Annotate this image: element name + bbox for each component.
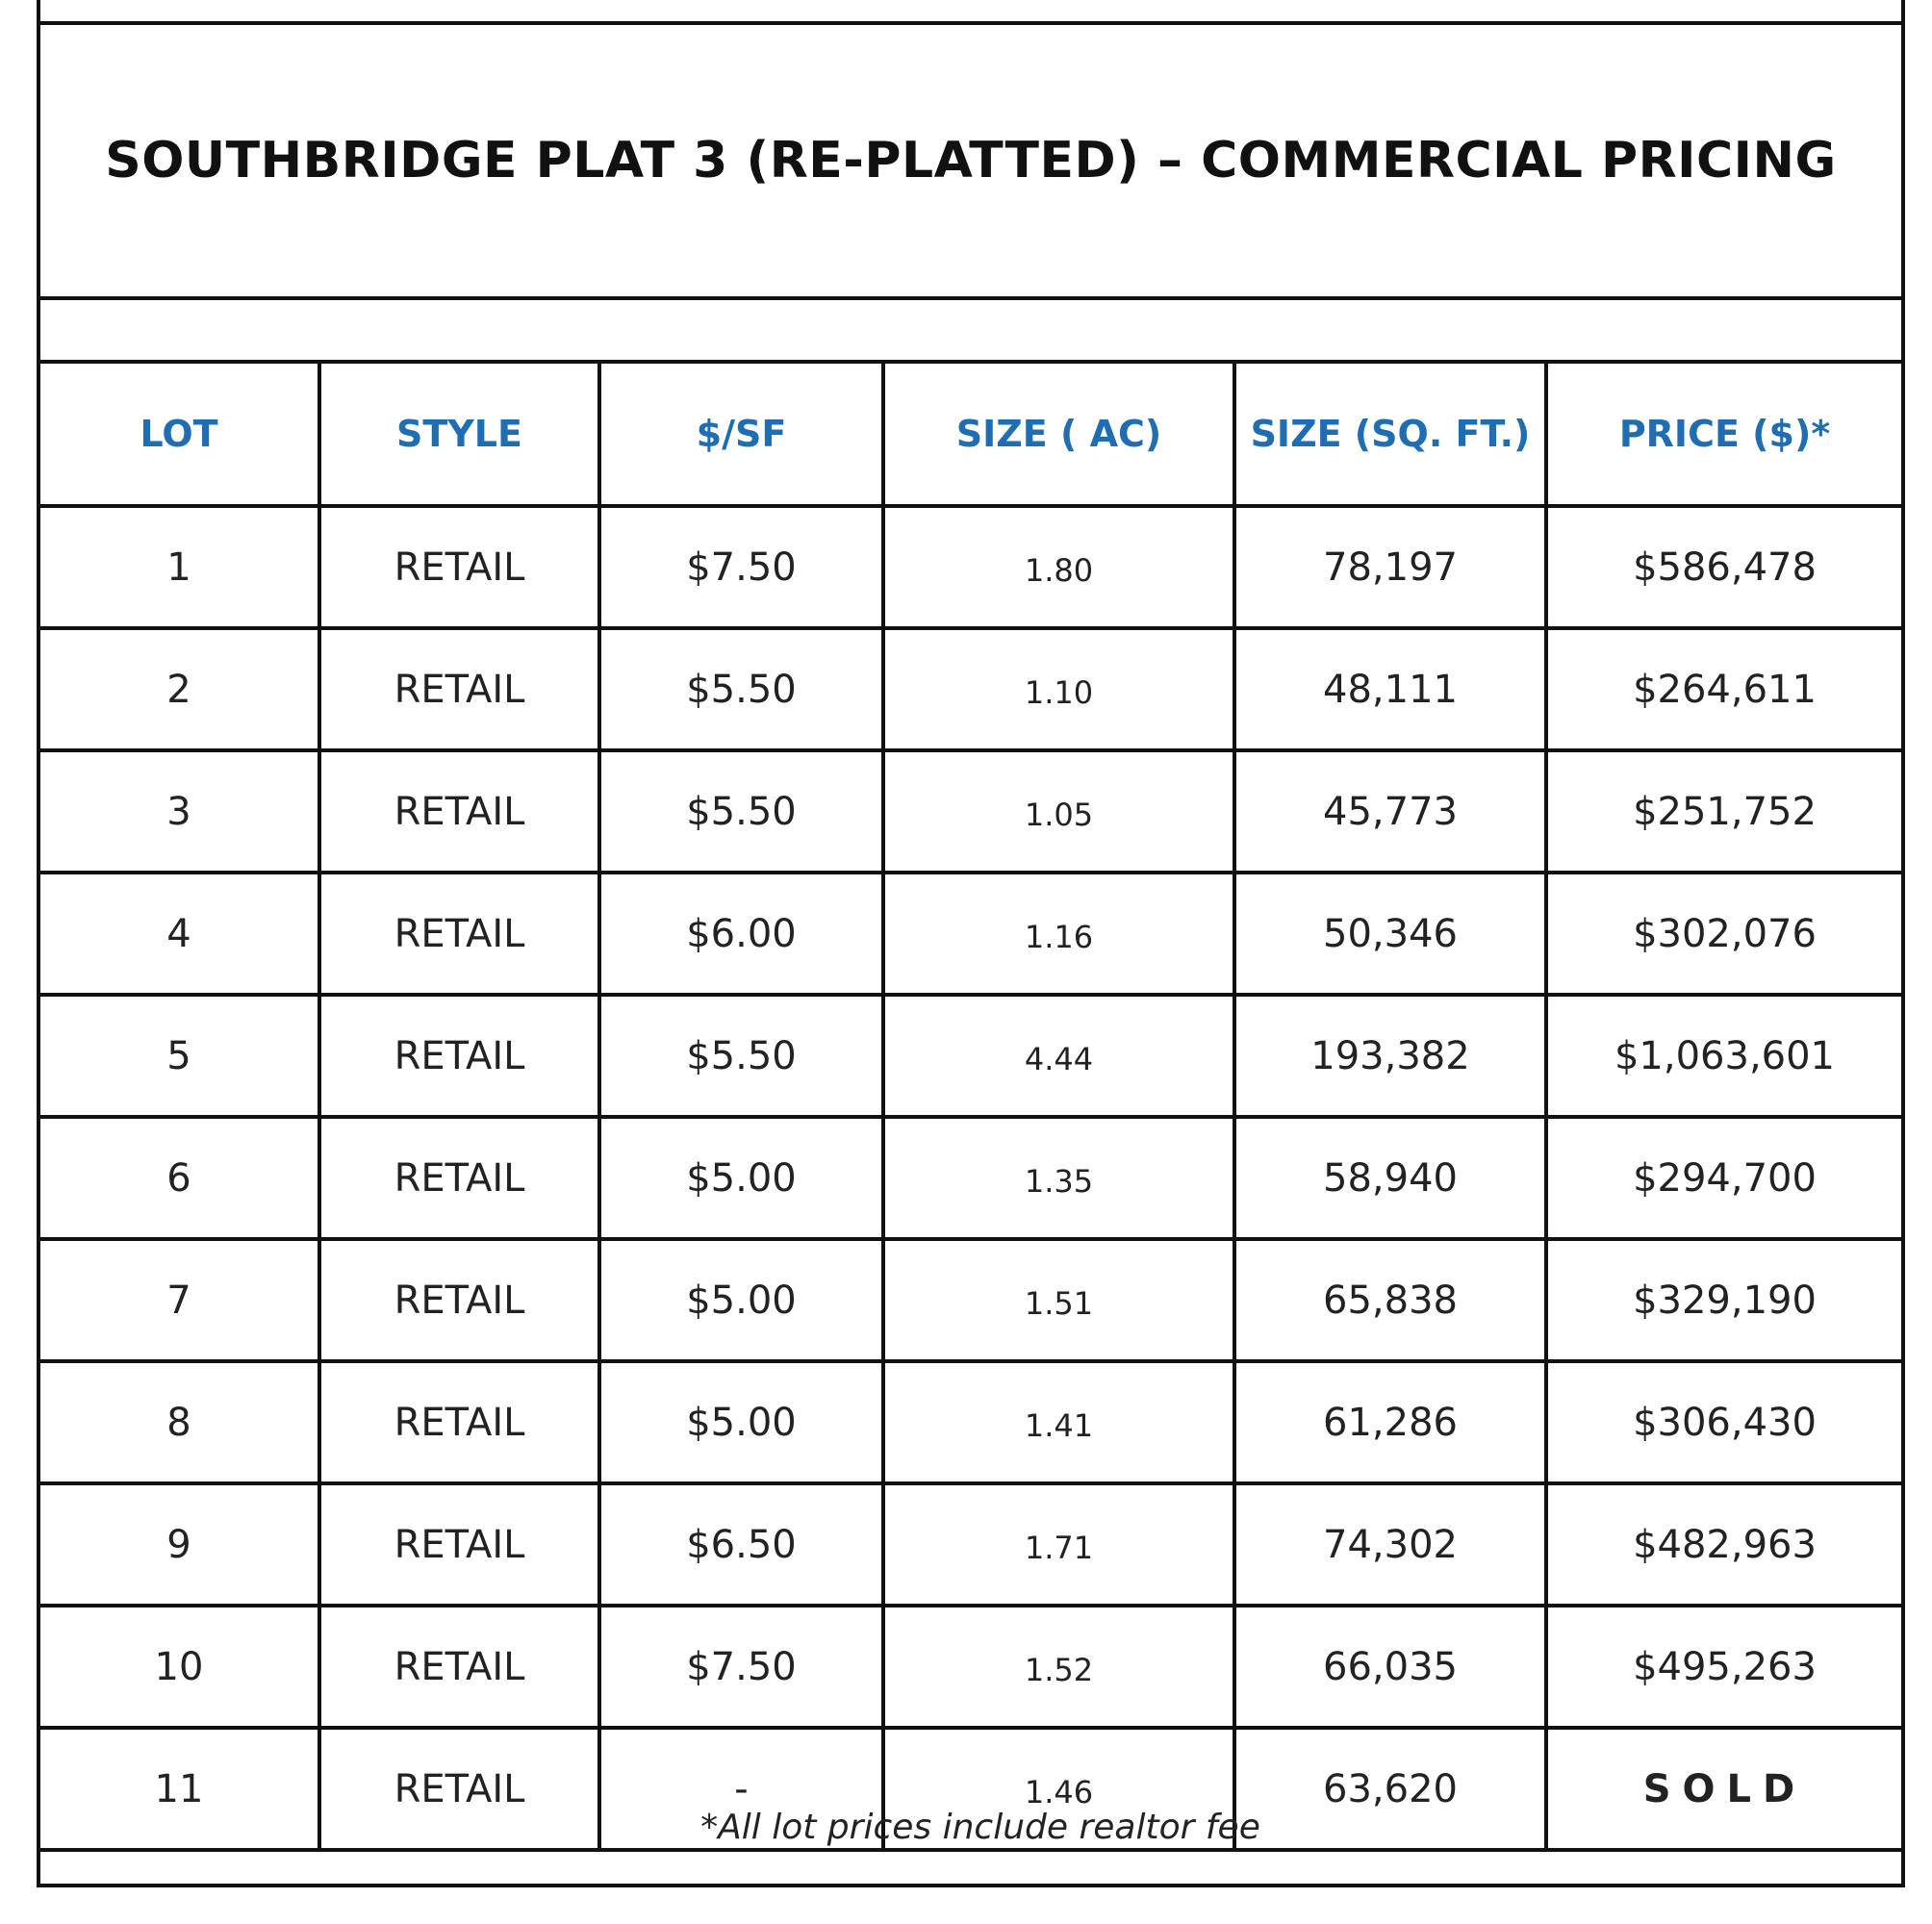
cell-lot: 7 — [40, 1239, 319, 1361]
column-header-price-per-sf: $/SF — [599, 364, 883, 506]
cell-price: $482,963 — [1546, 1483, 1901, 1606]
table-row — [40, 506, 1901, 628]
column-header-style: STYLE — [319, 364, 599, 506]
column-header-size-sqft: SIZE (SQ. FT.) — [1234, 364, 1546, 506]
table-row — [40, 995, 1901, 1117]
cell-size-acres: 1.51 — [883, 1239, 1234, 1361]
table-row — [40, 1606, 1901, 1728]
cell-style: RETAIL — [319, 628, 599, 750]
table-row — [40, 1239, 1901, 1361]
cell-size-sqft: 61,286 — [1234, 1361, 1546, 1483]
cell-size-sqft: 65,838 — [1234, 1239, 1546, 1361]
cell-size-acres: 1.41 — [883, 1361, 1234, 1483]
cell-size-sqft: 66,035 — [1234, 1606, 1546, 1728]
cell-price: $329,190 — [1546, 1239, 1901, 1361]
pricing-table — [40, 364, 1901, 1852]
header-row — [40, 364, 1901, 506]
table-row — [40, 1361, 1901, 1483]
cell-size-acres: 1.71 — [883, 1483, 1234, 1606]
cell-style: RETAIL — [319, 750, 599, 873]
cell-style: RETAIL — [319, 873, 599, 995]
cell-style: RETAIL — [319, 1606, 599, 1728]
cell-lot: 9 — [40, 1483, 319, 1606]
cell-price-per-sf: - — [599, 1728, 883, 1850]
footnote-band — [40, 1770, 1901, 1884]
spacer-band — [40, 300, 1901, 364]
cell-size-sqft: 50,346 — [1234, 873, 1546, 995]
cell-lot: 6 — [40, 1117, 319, 1239]
table-row — [40, 628, 1901, 750]
table-body — [40, 506, 1901, 1850]
cell-price-per-sf: $7.50 — [599, 1606, 883, 1728]
cell-size-sqft: 78,197 — [1234, 506, 1546, 628]
table-row — [40, 873, 1901, 995]
cell-price-per-sf: $5.00 — [599, 1361, 883, 1483]
cell-style: RETAIL — [319, 995, 599, 1117]
cell-size-acres: 4.44 — [883, 995, 1234, 1117]
title-band — [40, 25, 1901, 300]
cell-lot: 11 — [40, 1728, 319, 1850]
cell-price-per-sf: $5.50 — [599, 995, 883, 1117]
table-row — [40, 750, 1901, 873]
cell-size-sqft: 45,773 — [1234, 750, 1546, 873]
cell-size-sqft: 48,111 — [1234, 628, 1546, 750]
cell-size-sqft: 63,620 — [1234, 1728, 1546, 1850]
cell-size-sqft: 193,382 — [1234, 995, 1546, 1117]
table-row — [40, 1117, 1901, 1239]
cell-price-per-sf: $5.50 — [599, 628, 883, 750]
cell-price-per-sf: $5.50 — [599, 750, 883, 873]
cell-size-acres: 1.80 — [883, 506, 1234, 628]
cell-lot: 1 — [40, 506, 319, 628]
column-header-size-acres: SIZE ( AC) — [883, 364, 1234, 506]
pricing-sheet — [37, 0, 1905, 1887]
cell-price: $251,752 — [1546, 750, 1901, 873]
cell-size-sqft: 58,940 — [1234, 1117, 1546, 1239]
cell-size-acres: 1.46 — [883, 1728, 1234, 1850]
cell-lot: 3 — [40, 750, 319, 873]
cell-size-acres: 1.10 — [883, 628, 1234, 750]
cell-price-per-sf: $6.50 — [599, 1483, 883, 1606]
cell-lot: 8 — [40, 1361, 319, 1483]
cell-price-per-sf: $7.50 — [599, 506, 883, 628]
column-header-lot: LOT — [40, 364, 319, 506]
cell-size-acres: 1.05 — [883, 750, 1234, 873]
footnote: *All lot prices include realtor fee — [700, 1807, 1260, 1847]
cell-lot: 10 — [40, 1606, 319, 1728]
column-header-price: PRICE ($)* — [1546, 364, 1901, 506]
cell-price-per-sf: $5.00 — [599, 1117, 883, 1239]
cell-price: $306,430 — [1546, 1361, 1901, 1483]
cell-size-acres: 1.35 — [883, 1117, 1234, 1239]
cell-price: $1,063,601 — [1546, 995, 1901, 1117]
page-title: SOUTHBRIDGE PLAT 3 (RE-PLATTED) – COMMERCIAL PRICING — [105, 132, 1837, 190]
cell-price-per-sf: $6.00 — [599, 873, 883, 995]
cell-price: $495,263 — [1546, 1606, 1901, 1728]
cell-price: $294,700 — [1546, 1117, 1901, 1239]
cell-price-per-sf: $5.00 — [599, 1239, 883, 1361]
cell-lot: 2 — [40, 628, 319, 750]
cell-size-sqft: 74,302 — [1234, 1483, 1546, 1606]
cell-style: RETAIL — [319, 1117, 599, 1239]
table-row — [40, 1483, 1901, 1606]
cell-price: $264,611 — [1546, 628, 1901, 750]
cell-size-acres: 1.52 — [883, 1606, 1234, 1728]
cell-price: $586,478 — [1546, 506, 1901, 628]
cell-style: RETAIL — [319, 1483, 599, 1606]
cell-style: RETAIL — [319, 1239, 599, 1361]
sold-status: SOLD — [1546, 1728, 1901, 1850]
cell-price: $302,076 — [1546, 873, 1901, 995]
cell-style: RETAIL — [319, 1728, 599, 1850]
cell-style: RETAIL — [319, 1361, 599, 1483]
cell-lot: 4 — [40, 873, 319, 995]
cell-style: RETAIL — [319, 506, 599, 628]
top-strip — [40, 0, 1901, 25]
cell-lot: 5 — [40, 995, 319, 1117]
cell-size-acres: 1.16 — [883, 873, 1234, 995]
